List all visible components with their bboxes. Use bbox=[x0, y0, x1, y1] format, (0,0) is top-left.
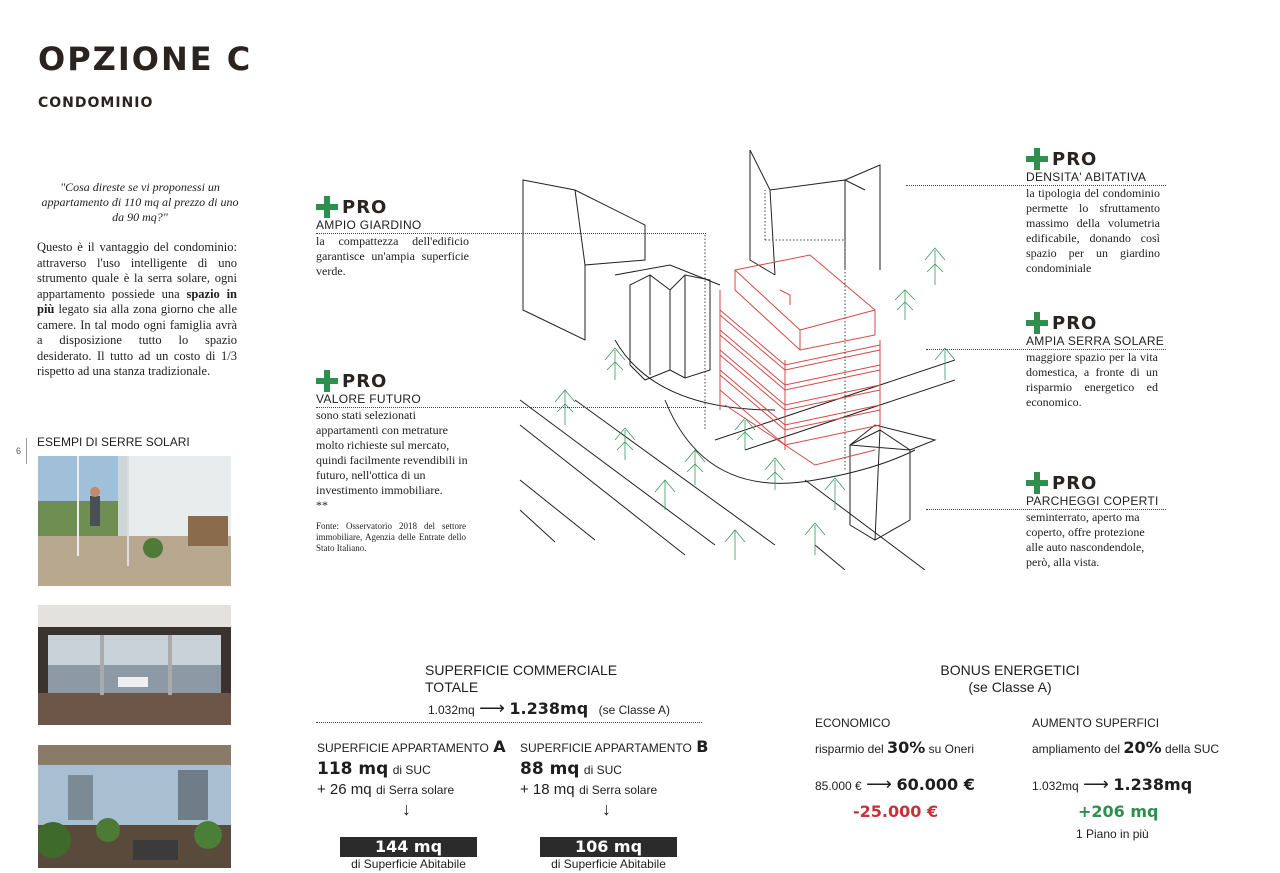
plus-icon bbox=[316, 196, 338, 218]
superficie-title: SUPERFICIE COMMERCIALE bbox=[425, 662, 618, 678]
examples-label: ESEMPI DI SERRE SOLARI bbox=[37, 435, 190, 449]
source-note: Fonte: Osservatorio 2018 del settore immobiliare, Agenzia delle Entrate dello Stato Italiano. bbox=[316, 521, 466, 553]
bonus-superfici-values: 1.032mq ⟶ 1.238mq bbox=[1032, 774, 1193, 794]
page-number-divider bbox=[26, 438, 27, 464]
arrow-right-icon: ⟶ bbox=[1083, 774, 1109, 794]
pro-title: PARCHEGGI COPERTI bbox=[926, 494, 1166, 510]
arrow-right-icon: ⟶ bbox=[866, 774, 892, 794]
app-label: SUPERFICIE APPARTAMENTO bbox=[520, 741, 692, 755]
pro-label: PRO bbox=[1052, 312, 1098, 334]
plus-icon bbox=[1026, 472, 1048, 494]
example-photo-2 bbox=[38, 605, 231, 725]
bonus-superfici-extra: 1 Piano in più bbox=[1076, 827, 1149, 841]
superficie-commerciale bbox=[425, 662, 617, 696]
superficie-values bbox=[428, 698, 670, 719]
total-box-b: 106 mq bbox=[540, 837, 677, 857]
total-box-a: 144 mq bbox=[340, 837, 477, 857]
superficie-note: (se Classe A) bbox=[598, 703, 670, 717]
divider bbox=[316, 722, 702, 723]
pro-ampio-giardino bbox=[316, 196, 476, 279]
pro-title: AMPIA SERRA SOLARE bbox=[926, 334, 1166, 350]
bonus-energetici bbox=[900, 662, 1120, 696]
bonus-economico-values: 85.000 € ⟶ 60.000 € bbox=[815, 774, 975, 794]
pro-text: seminterrato, aperto ma coperto, offre protezione alle auto nascondendole, però, alla vista. bbox=[1026, 510, 1145, 569]
bonus-superfici-text: ampliamento del 20% della SUC bbox=[1032, 738, 1220, 757]
page-title: OPZIONE C bbox=[38, 40, 253, 78]
page-subtitle: CONDOMINIO bbox=[38, 95, 154, 111]
intro-paragraph: Questo è il vantaggio del condominio: attraverso l'uso intelligente di uno strumento quale è la serra solare, ogni appartamento possiede una spazio in più legato sia alla zona giorno che alle camere. In tal modo ogni famiglia avrà a disposizione tutto lo spazio desiderato. Il tutto ad un costo di 1/3 rispetto ad una stanza tradizionale. bbox=[37, 240, 237, 378]
pro-title: AMPIO GIARDINO bbox=[316, 218, 706, 234]
app-label: SUPERFICIE APPARTAMENTO bbox=[317, 741, 489, 755]
pro-title: VALORE FUTURO bbox=[316, 392, 706, 408]
pro-valore-futuro bbox=[316, 370, 471, 554]
serra-mq: + 18 mq bbox=[520, 781, 575, 798]
pro-densita-abitativa bbox=[1026, 148, 1166, 276]
plus-icon bbox=[1026, 312, 1048, 334]
bonus-subtitle: (se Classe A) bbox=[968, 679, 1052, 695]
total-label-b: di Superficie Abitabile bbox=[551, 857, 666, 871]
bonus-superfici-label: AUMENTO SUPERFICI bbox=[1032, 716, 1160, 730]
arrow-down-icon: ↓ bbox=[402, 799, 411, 819]
pro-text: la tipologia del condominio permette lo sfruttamento massimo della volumetria edificabile, donando così spazio per un giardino condominiale bbox=[1026, 186, 1160, 275]
pro-parcheggi-coperti bbox=[1026, 472, 1166, 570]
pro-text: sono stati selezionati appartamenti con metrature molto richieste sul mercato, quindi facilmente revendibili in futuro, nell'ottica di un investimento immobiliare. bbox=[316, 408, 468, 497]
pro-text: la compattezza dell'edificio garantisce un'ampia superficie verde. bbox=[316, 234, 469, 278]
intro-highlight: spazio in più bbox=[37, 286, 237, 316]
page-number: 6 bbox=[16, 446, 22, 456]
bonus-economico-text: risparmio del 30% su Oneri bbox=[815, 738, 975, 757]
bonus-superfici-delta: +206 mq bbox=[1078, 802, 1159, 821]
pro-label: PRO bbox=[342, 196, 388, 218]
quote: "Cosa direste se vi proponessi un appartamento di 110 mq al prezzo di uno da 90 mq?" bbox=[41, 180, 239, 224]
plus-icon bbox=[1026, 148, 1048, 170]
pro-label: PRO bbox=[1052, 148, 1098, 170]
bonus-economico-delta: -25.000 € bbox=[853, 802, 939, 821]
pro-ampia-serra-solare bbox=[1026, 312, 1166, 410]
appartamento-a: SUPERFICIE APPARTAMENTO A 118 mq di SUC + 26 mq di Serra solare ↓ bbox=[317, 737, 506, 819]
superficie-from: 1.032mq bbox=[428, 703, 475, 717]
arrow-down-icon: ↓ bbox=[602, 799, 611, 819]
example-photo-1 bbox=[38, 456, 231, 586]
app-mq: 118 mq bbox=[317, 759, 389, 779]
app-mq: 88 mq bbox=[520, 759, 580, 779]
plus-icon bbox=[316, 370, 338, 392]
pro-text: maggiore spazio per la vita domestica, a fronte di un risparmio energetico ed economico. bbox=[1026, 350, 1158, 409]
pro-note: ** bbox=[316, 498, 328, 512]
pro-label: PRO bbox=[1052, 472, 1098, 494]
pro-title: DENSITA' ABITATIVA bbox=[906, 170, 1166, 186]
serra-mq: + 26 mq bbox=[317, 781, 372, 798]
bonus-economico-label: ECONOMICO bbox=[815, 716, 891, 730]
pro-label: PRO bbox=[342, 370, 388, 392]
building-axonometry bbox=[515, 150, 955, 570]
superficie-title-2: TOTALE bbox=[425, 679, 479, 695]
total-label-a: di Superficie Abitabile bbox=[351, 857, 466, 871]
app-letter: A bbox=[493, 737, 506, 756]
bonus-title: BONUS ENERGETICI bbox=[940, 662, 1080, 678]
superficie-to: 1.238mq bbox=[509, 699, 589, 718]
example-photo-3 bbox=[38, 745, 231, 868]
app-letter: B bbox=[696, 737, 709, 756]
arrow-right-icon: ⟶ bbox=[479, 698, 505, 718]
appartamento-b: SUPERFICIE APPARTAMENTO B 88 mq di SUC + 18 mq di Serra solare ↓ bbox=[520, 737, 709, 819]
